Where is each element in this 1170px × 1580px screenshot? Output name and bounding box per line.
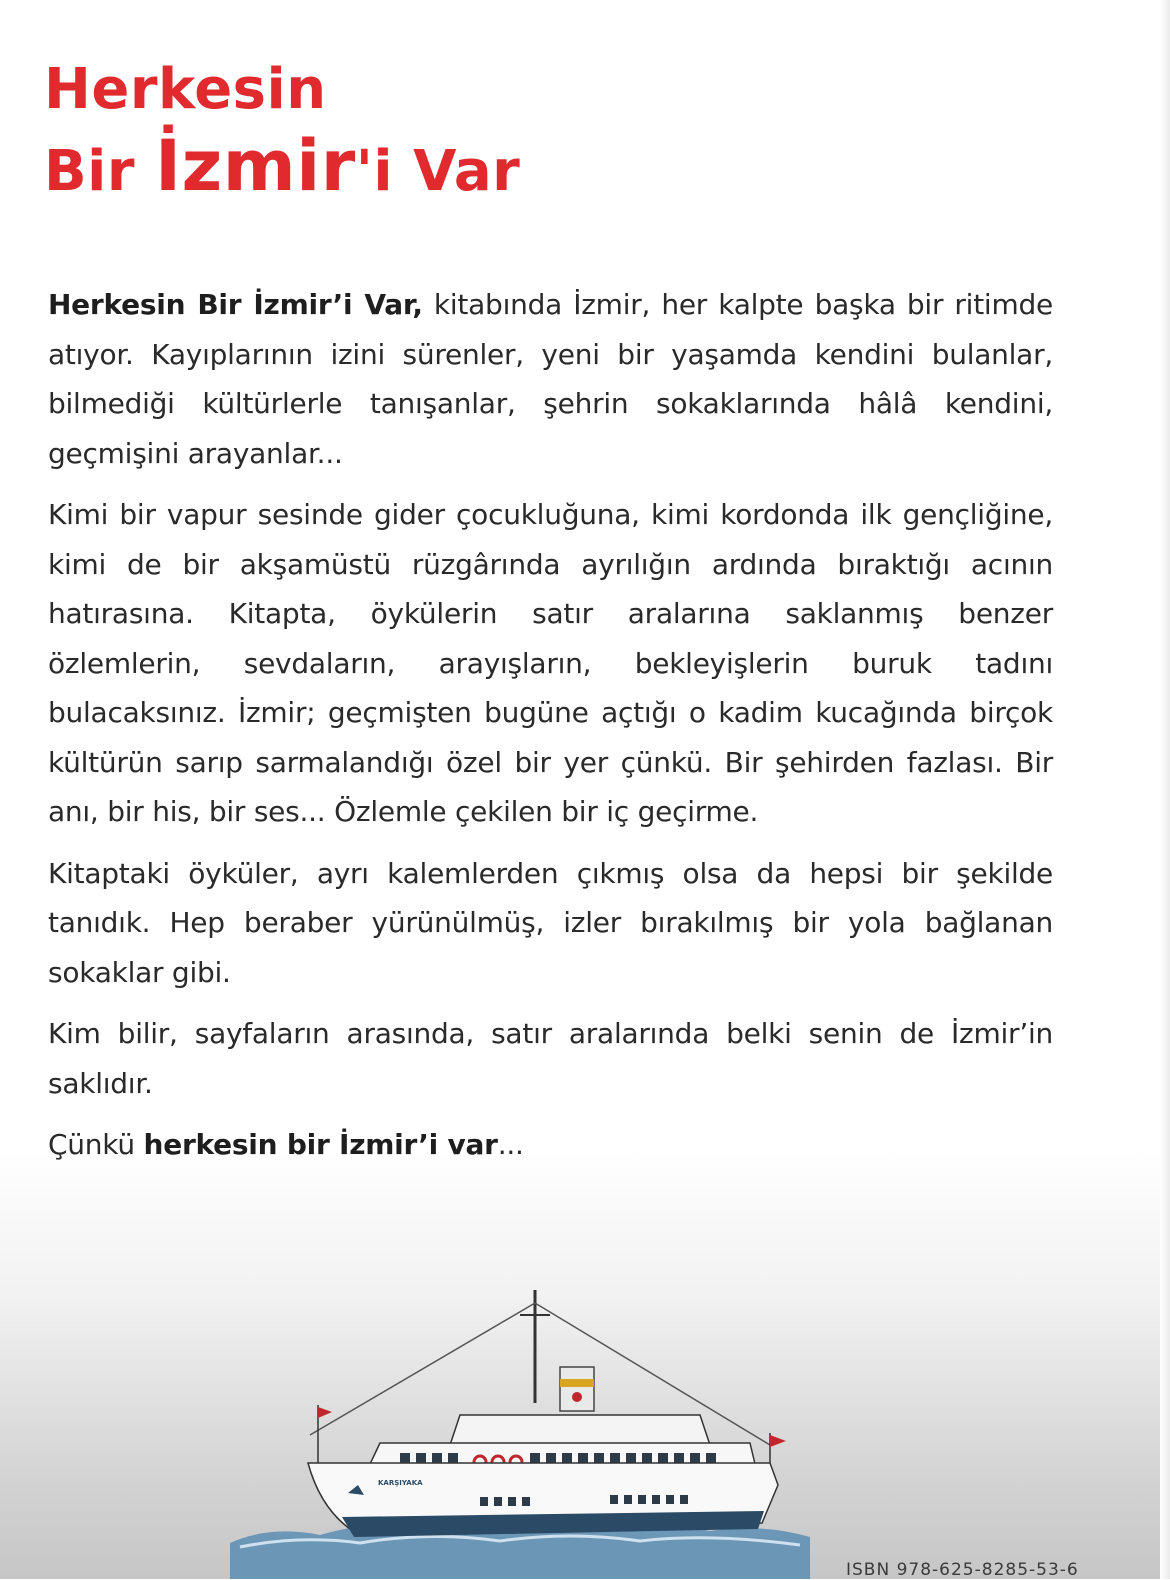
funnel-emblem [572,1392,582,1402]
funnel-band [560,1379,594,1387]
ferry-illustration [230,1285,810,1579]
blurb-p5-prefix: Çünkü [48,1128,144,1161]
title-line-2 [44,125,521,210]
title-suffix: 'i Var [355,139,521,204]
blurb-p5-suffix: ... [497,1128,524,1161]
stern-flag [770,1435,786,1447]
blurb-paragraph-1 [48,280,1053,478]
page-edge-shadow [1160,0,1170,1579]
back-cover-blurb [48,280,1053,1182]
bow-flag [318,1407,332,1418]
upper-deck [450,1415,710,1445]
ship-name-label: KARŞIYAKA [378,1479,423,1487]
title-emphasis: İzmir [155,125,356,207]
blurb-paragraph-3: Kitaptaki öyküler, ayrı kalemlerden çıkmış olsa da hepsi bir şekilde tanıdık. Hep beraber yürünülmüş, izler bırakılmış bir yola bağlanan sokaklar gibi. [48,856,1053,989]
ferry-funnel [560,1367,594,1411]
blurb-closing-bold: herkesin bir İzmir’i var [143,1128,498,1161]
blurb-paragraph-5 [48,1120,1053,1170]
blurb-p1-text: kitabında İzmir, her kalpte başka bir ritimde atıyor. Kayıplarının izini sürenler, yeni bir yaşamda kendini bulanlar, bilmediği kültürlerle tanışanlar, şehrin sokaklarında hâlâ kendini, geçmişini arayanlar... [48,288,1053,470]
isbn-number: ISBN 978-625-8285-53-6 [846,1560,1079,1580]
blurb-paragraph-2: Kimi bir vapur sesinde gider çocukluğuna, kimi kordonda ilk gençliğine, kimi de bir akşamüstü rüzgârında ayrılığın ardında bıraktığı acının hatırasına. Kitapta, öykülerin satır aralarına saklanmış benzer özlemlerin, sevdaların, arayışların, bekleyişlerin buruk tadını bulacaksınız. İzmir; geçmişten bugüne açtığı o kadim kucağında birçok kültürün sarıp sarmalandığı özel bir yer çünkü. Bir şehirden fazlası. Bir anı, bir his, bir ses... Özlemle çekilen bir iç geçirme. [48,498,1053,828]
title-prefix: Bir [44,139,155,204]
book-title [44,52,520,210]
title-line-1: Herkesin [44,57,327,122]
blurb-paragraph-4: Kim bilir, sayfaların arasında, satır aralarında belki senin de İzmir’in saklıdır. [48,1017,1053,1100]
blurb-book-title: Herkesin Bir İzmir’i Var, [48,288,423,321]
